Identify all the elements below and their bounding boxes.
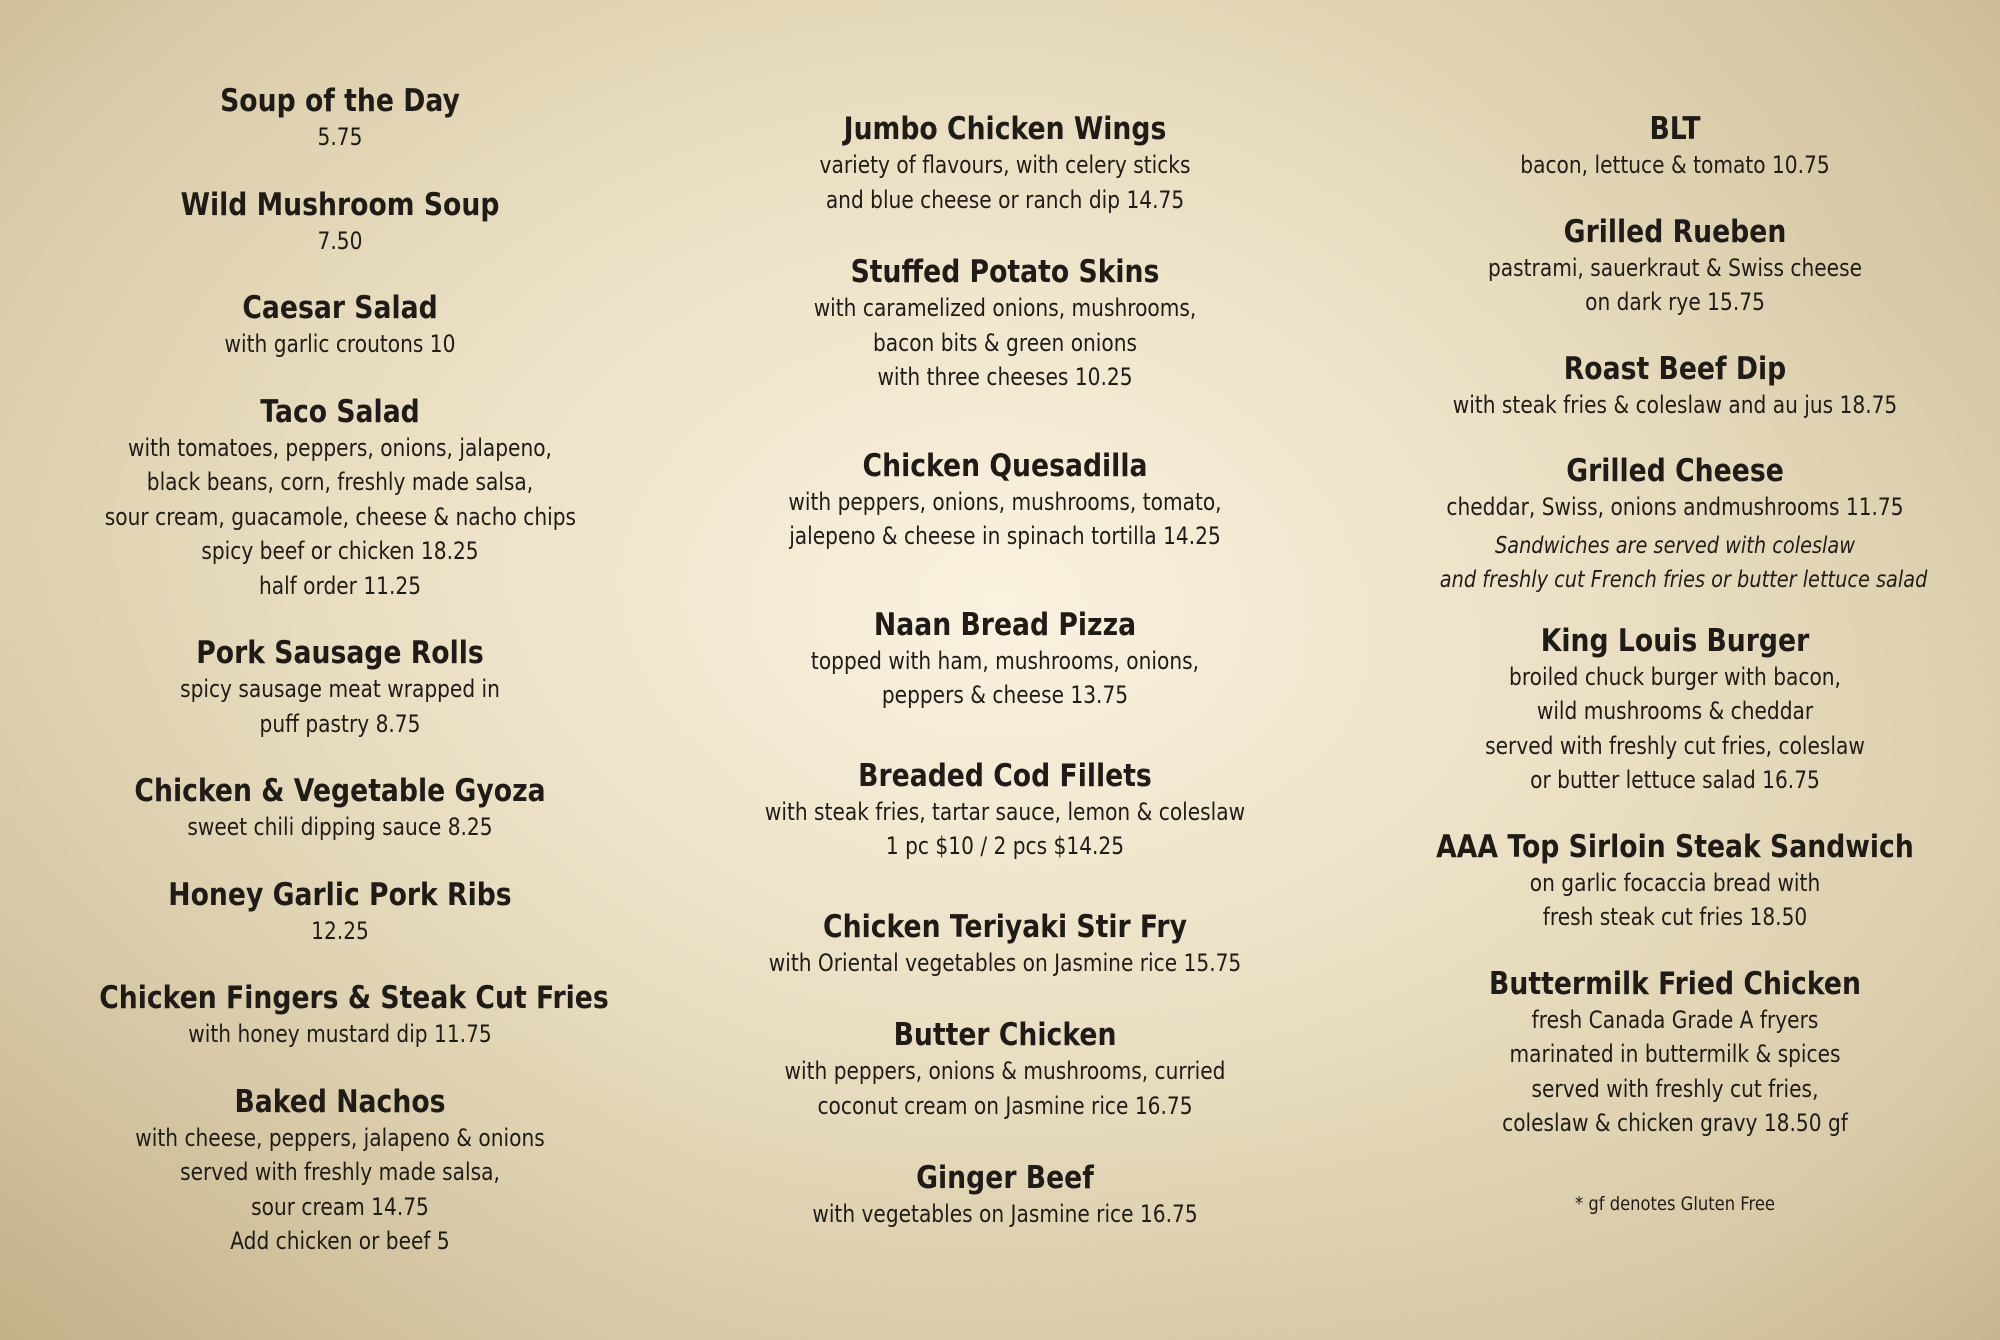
menu-item — [60, 979, 620, 1052]
menu-item-description: with Oriental vegetables on Jasmine rice 15.75 — [768, 948, 1242, 977]
gluten-free-footnote: * gf denotes Gluten Free — [1575, 1192, 1775, 1215]
menu-item-name: Breaded Cod Fillets — [858, 757, 1152, 794]
menu-item — [60, 1083, 620, 1259]
menu-item-description: served with freshly cut fries, coleslaw — [1485, 731, 1865, 760]
menu-item — [60, 289, 620, 362]
menu-item-description: with garlic croutons 10 — [224, 330, 456, 358]
menu-item-name: Soup of the Day — [220, 83, 460, 119]
menu-item-name: Butter Chicken — [893, 1017, 1117, 1053]
menu-item-name: Taco Salad — [260, 393, 420, 430]
menu-item — [1395, 110, 1955, 183]
menu-item-description: coleslaw & chicken gravy 18.50 gf — [1502, 1109, 1848, 1137]
menu-item-description: broiled chuck burger with bacon, — [1509, 662, 1841, 691]
menu-item-description: on dark rye 15.75 — [1585, 288, 1765, 316]
menu-item — [60, 82, 620, 155]
menu-item-description: and blue cheese or ranch dip 14.75 — [825, 185, 1185, 214]
menu-item — [1395, 213, 1955, 320]
menu-item — [60, 186, 620, 259]
menu-item — [60, 876, 620, 949]
menu-item-description: with caramelized onions, mushrooms, — [813, 294, 1197, 322]
menu-item-description: cheddar, Swiss, onions andmushrooms 11.75 — [1446, 493, 1904, 521]
menu-item-description: jalepeno & cheese in spinach tortilla 14.25 — [789, 522, 1221, 550]
menu-item — [700, 908, 1310, 981]
menu-item-description: puff pastry 8.75 — [259, 709, 421, 738]
menu-item-name: AAA Top Sirloin Steak Sandwich — [1436, 828, 1914, 865]
menu-item-description: coconut cream on Jasmine rice 16.75 — [817, 1091, 1193, 1120]
menu-item-description: pastrami, sauerkraut & Swiss cheese — [1487, 253, 1862, 282]
menu-item-name: Stuffed Potato Skins — [850, 254, 1160, 290]
menu-column-sandwiches — [1395, 110, 1955, 1217]
menu-item-description: with three cheeses 10.25 — [877, 363, 1133, 391]
menu-item-description: topped with ham, mushrooms, onions, — [810, 646, 1200, 675]
menu-item — [700, 606, 1310, 713]
menu-item-description: with cheese, peppers, jalapeno & onions — [135, 1123, 545, 1152]
menu-item-description: with steak fries & coleslaw and au jus 18.75 — [1452, 390, 1898, 419]
menu-item-name: BLT — [1649, 111, 1701, 147]
menu-item-description: sour cream, guacamole, cheese & nacho chips — [104, 502, 577, 531]
menu-item-price: 5.75 — [317, 123, 363, 151]
sandwich-note-line: and freshly cut French fries or butter lettuce salad — [1439, 567, 1928, 593]
menu-item — [700, 110, 1310, 217]
menu-item-description: or butter lettuce salad 16.75 — [1530, 766, 1820, 794]
menu-item — [60, 634, 620, 741]
menu-item-description: half order 11.25 — [258, 571, 422, 600]
menu-column-mains — [700, 110, 1310, 1232]
menu-item-name: Chicken Quesadilla — [862, 447, 1148, 484]
menu-item-description: sour cream 14.75 — [251, 1192, 429, 1221]
menu-item-name: Chicken Fingers & Steak Cut Fries — [99, 980, 609, 1016]
menu-item-description: served with freshly made salsa, — [180, 1158, 500, 1186]
menu-item-description: with peppers, onions & mushrooms, curried — [784, 1057, 1226, 1085]
menu-item-name: Jumbo Chicken Wings — [843, 111, 1167, 147]
menu-item — [1395, 350, 1955, 423]
menu-item — [60, 772, 620, 845]
menu-item-description: with honey mustard dip 11.75 — [188, 1020, 492, 1048]
menu-item — [700, 1016, 1310, 1123]
menu-item-description: bacon, lettuce & tomato 10.75 — [1520, 151, 1830, 179]
menu-item-description: marinated in buttermilk & spices — [1509, 1040, 1841, 1068]
sandwich-note-line: Sandwiches are served with coleslaw — [1494, 532, 1856, 559]
menu-item-description: with peppers, onions, mushrooms, tomato, — [788, 487, 1222, 516]
menu-item-price: 7.50 — [317, 226, 363, 255]
menu-item-name: King Louis Burger — [1540, 622, 1810, 659]
menu-column-appetizers — [60, 82, 620, 1259]
menu-item — [700, 447, 1310, 554]
menu-item-description: 1 pc $10 / 2 pcs $14.25 — [885, 832, 1125, 860]
menu-item-name: Grilled Cheese — [1566, 453, 1784, 489]
menu-item — [1395, 965, 1955, 1141]
menu-item-description: Add chicken or beef 5 — [230, 1227, 450, 1255]
menu-item-name: Naan Bread Pizza — [873, 606, 1137, 643]
menu-item-description: fresh Canada Grade A fryers — [1531, 1005, 1819, 1034]
menu-item-description: served with freshly cut fries, — [1531, 1074, 1819, 1103]
menu-item-name: Wild Mushroom Soup — [180, 186, 500, 223]
menu-item-name: Chicken Teriyaki Stir Fry — [823, 908, 1187, 945]
menu-item-description: variety of flavours, with celery sticks — [819, 151, 1191, 179]
menu-item-description: with steak fries, tartar sauce, lemon & coleslaw — [764, 797, 1246, 826]
menu-item-description: bacon bits & green onions — [872, 328, 1138, 357]
menu-item-description: with tomatoes, peppers, onions, jalapeno, — [128, 433, 552, 462]
menu-item — [60, 393, 620, 604]
menu-item-name: Ginger Beef — [916, 1160, 1094, 1196]
menu-item — [1395, 452, 1955, 525]
menu-item-description: black beans, corn, freshly made salsa, — [146, 468, 534, 496]
menu-item-description: spicy beef or chicken 18.25 — [201, 537, 479, 565]
menu-item-description: with vegetables on Jasmine rice 16.75 — [812, 1200, 1198, 1228]
menu-item-price: 12.25 — [311, 916, 369, 945]
menu-item-name: Honey Garlic Pork Ribs — [168, 876, 512, 913]
menu-item-name: Pork Sausage Rolls — [196, 635, 484, 671]
menu-item-description: on garlic focaccia bread with — [1529, 868, 1821, 897]
menu-item-description: wild mushrooms & cheddar — [1536, 697, 1814, 725]
menu-item-description: peppers & cheese 13.75 — [881, 681, 1129, 709]
menu-item — [700, 1159, 1310, 1232]
menu-item-name: Caesar Salad — [242, 290, 438, 326]
menu-item — [1395, 622, 1955, 798]
menu-item-description: spicy sausage meat wrapped in — [180, 675, 500, 703]
menu-item — [700, 253, 1310, 395]
menu-item-name: Chicken & Vegetable Gyoza — [134, 773, 546, 809]
menu-item — [1395, 828, 1955, 935]
menu-item-name: Baked Nachos — [234, 1083, 446, 1120]
menu-item-name: Buttermilk Fried Chicken — [1489, 965, 1861, 1002]
menu-item-name: Grilled Rueben — [1563, 213, 1787, 250]
menu-item-description: sweet chili dipping sauce 8.25 — [187, 813, 493, 841]
menu-item-name: Roast Beef Dip — [1563, 350, 1787, 387]
menu-item-description: fresh steak cut fries 18.50 — [1542, 903, 1808, 931]
menu-item — [700, 757, 1310, 864]
sandwich-note — [1395, 529, 1955, 598]
footnote-block — [1395, 1191, 1955, 1217]
